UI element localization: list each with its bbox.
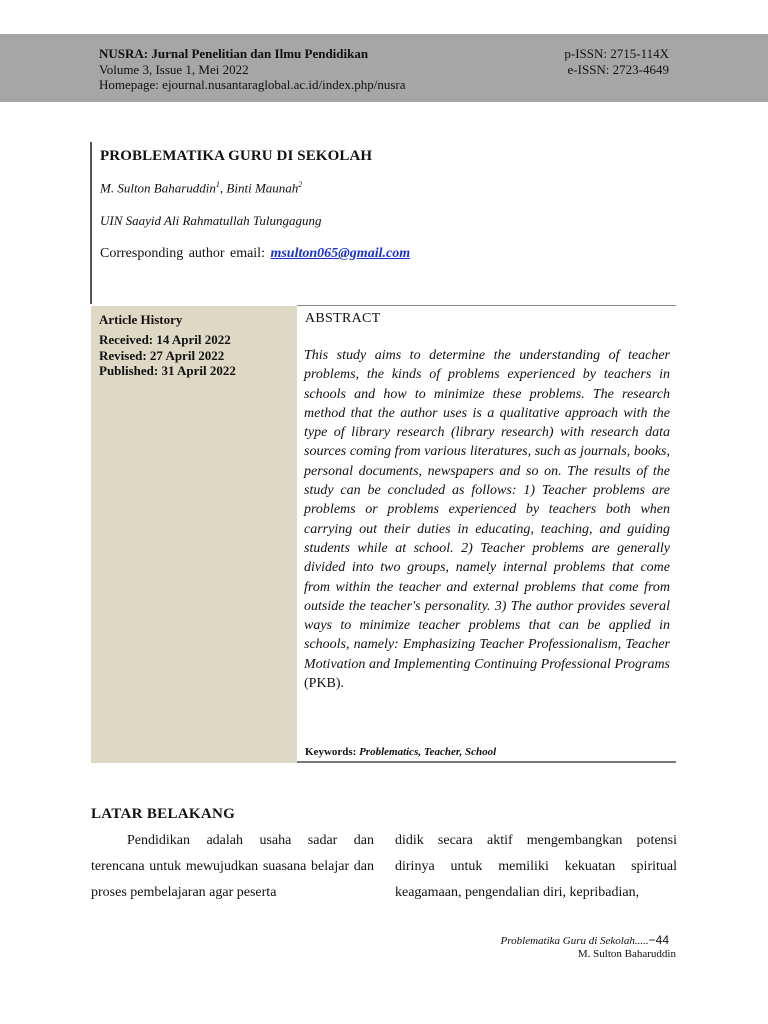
issn-info — [564, 46, 669, 77]
abstract-top-rule — [297, 305, 676, 306]
affiliation: UIN Saayid Ali Rahmatullah Tulungagung — [100, 213, 322, 228]
keywords-list: Problematics, Teacher, School — [359, 746, 497, 758]
body-column-left — [91, 828, 374, 906]
revised-date: Revised: 27 April 2022 — [99, 347, 225, 363]
body-column-right — [395, 828, 677, 906]
author-list — [100, 180, 302, 196]
author-name: Binti Maunah — [226, 180, 299, 196]
abstract-bottom-rule — [297, 761, 676, 763]
article-history-box — [91, 306, 297, 763]
keywords-label: Keywords: — [305, 746, 360, 758]
journal-info — [99, 46, 405, 93]
received-date: Received: 14 April 2022 — [99, 332, 231, 347]
journal-name: NUSRA: Jurnal Penelitian dan Ilmu Pendidikan — [99, 46, 369, 61]
email-link[interactable]: msulton065@gmail.com — [270, 246, 411, 261]
footer-author: M. Sulton Baharuddin — [577, 948, 676, 960]
page-number-dash: − — [648, 933, 656, 947]
body-text-left: Pendidikan adalah usaha sadar dan terencana untuk mewujudkan suasana belajar dan proses pembelajaran agar peserta — [91, 833, 374, 900]
corresponding-label: Corresponding author email: — [100, 246, 271, 261]
running-title: Problematika Guru di Sekolah..... — [500, 935, 649, 947]
article-history-dates — [99, 332, 236, 379]
author-affiliation-mark: 1 — [215, 180, 220, 189]
paper-title: PROBLEMATIKA GURU DI SEKOLAH — [100, 148, 373, 164]
journal-homepage: Homepage: ejournal.nusantaraglobal.ac.id/index.php/nusra — [99, 77, 406, 92]
author-name: M. Sulton Baharuddin — [100, 180, 216, 196]
body-text-right: didik secara aktif mengembangkan potensi dirinya untuk memiliki kekuatan spiritual keagamaan, pengendalian diri, kepribadian, — [395, 833, 677, 900]
abstract-body — [304, 346, 670, 693]
e-issn: e-ISSN: 2723-4649 — [567, 61, 669, 77]
page-number: 44 — [655, 933, 669, 947]
corresponding-author — [100, 246, 410, 262]
abstract-text: This study aims to determine the understanding of teacher problems, the kinds of problems experienced by teachers in schools and how to minimize these problems. The research method that the author uses is a qualitative approach with the type of library research (library research) with research data sources coming from various literatures, such as journals, books, personal documents, newspapers and so on. The results of the study can be concluded as follows: 1) Teacher problems are problems or problems experienced by teachers both when carrying out their duties in educating, teaching, and guiding students while at school. 2) Teacher problems are generally divided into two groups, namely internal problems that come from within the teacher and external problems that come from outside the teacher's personality. 3) The author provides several ways to minimize teacher problems that can be applied in schools, namely: Emphasizing Teacher Professionalism, Teacher Motivation and Implementing Continuing Professional Programs — [304, 348, 670, 672]
published-date: Published: 31 April 2022 — [99, 363, 236, 378]
author-separator: , — [219, 180, 227, 196]
p-issn: p-ISSN: 2715-114X — [564, 46, 669, 61]
abstract-heading: ABSTRACT — [305, 311, 381, 326]
article-history-title: Article History — [99, 312, 183, 327]
section-heading: LATAR BELAKANG — [91, 806, 236, 822]
journal-volume: Volume 3, Issue 1, Mei 2022 — [99, 61, 249, 77]
title-block — [90, 142, 678, 304]
abstract-text-tail: (PKB). — [304, 676, 345, 692]
author-affiliation-mark: 2 — [298, 180, 303, 189]
journal-header — [0, 34, 768, 102]
footer-running-title — [501, 933, 669, 947]
keywords — [305, 746, 496, 758]
